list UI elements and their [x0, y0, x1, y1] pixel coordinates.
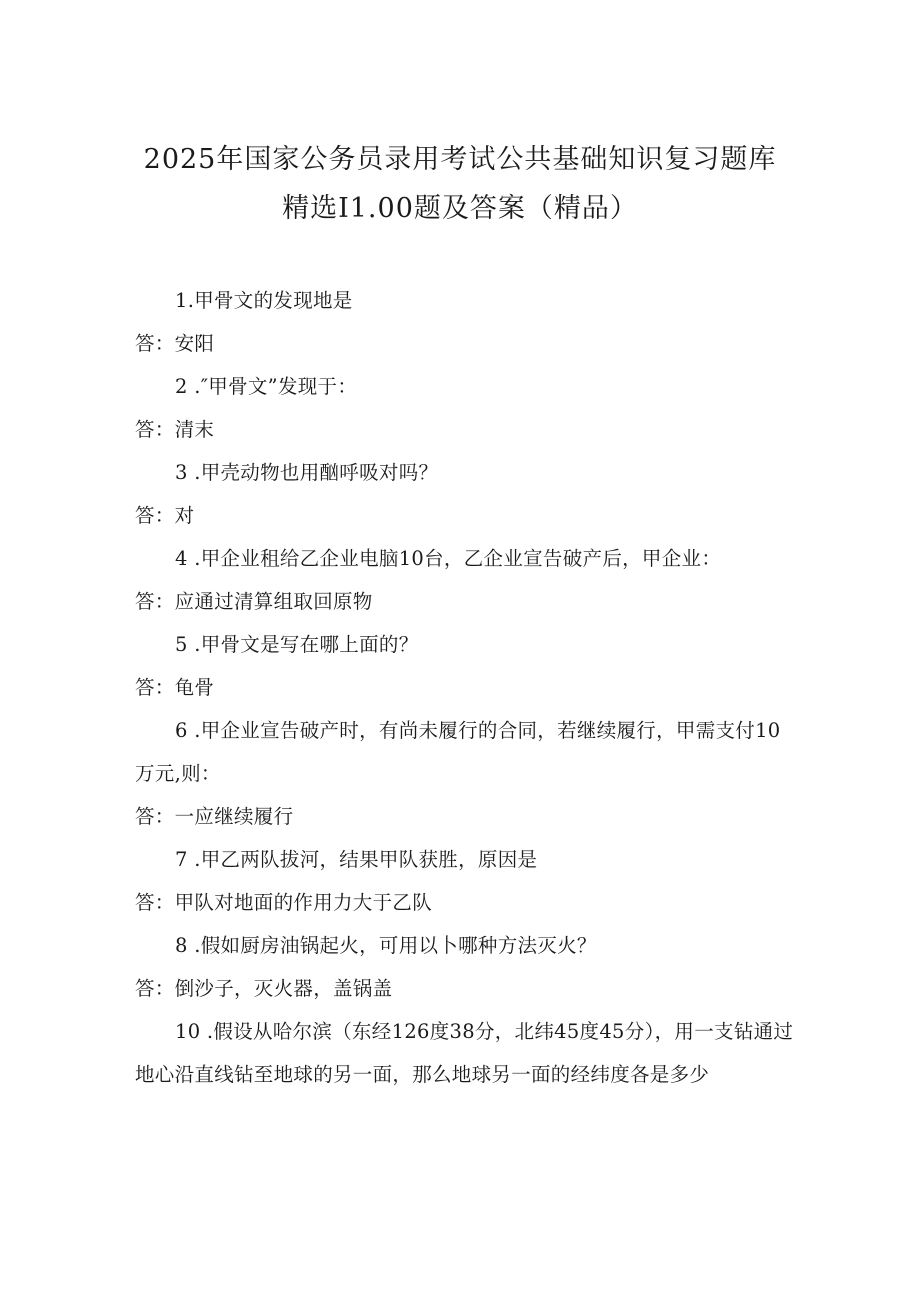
- question-6: [135, 709, 795, 795]
- answer-text: 答：安阳: [135, 332, 215, 355]
- answer-text: 答：龟骨: [135, 676, 215, 699]
- question-2: [135, 365, 795, 408]
- question-text: 6 .甲企业宣告破产时，有尚未履行的合同，若继续履行，甲需支付10万元,则：: [135, 719, 781, 785]
- question-text: 4 .甲企业租给乙企业电脑10台，乙企业宣告破产后，甲企业：: [175, 547, 722, 570]
- answer-5: [135, 666, 795, 709]
- answer-text: 答：甲队对地面的作用力大于乙队: [135, 891, 433, 914]
- question-text: 2 .″甲骨文”发现于：: [175, 375, 358, 398]
- answer-6: [135, 795, 795, 838]
- answer-text: 答：倒沙子，灭火器，盖锅盖: [135, 977, 393, 1000]
- question-text: 5 .甲骨文是写在哪上面的？: [175, 633, 419, 656]
- question-5: [135, 623, 795, 666]
- question-3: [135, 451, 795, 494]
- answer-text: 答：一应继续履行: [135, 805, 294, 828]
- question-text: 1.甲骨文的发现地是: [175, 289, 353, 312]
- answer-2: [135, 408, 795, 451]
- question-text: 10 .假设从哈尔滨（东经126度38分，北纬45度45分），用一支钻通过地心沿直线钻至地球的另一面，那么地球另一面的经纬度各是多少: [135, 1020, 794, 1086]
- answer-7: [135, 881, 795, 924]
- question-1: [135, 279, 795, 322]
- question-4: [135, 537, 795, 580]
- question-text: 8 .假如厨房油锅起火，可用以卜哪种方法灭火？: [175, 934, 597, 957]
- question-7: [135, 838, 795, 881]
- answer-4: [135, 580, 795, 623]
- answer-text: 答：对: [135, 504, 195, 527]
- answer-1: [135, 322, 795, 365]
- answer-8: [135, 967, 795, 1010]
- document-title-line1: 2025年国家公务员录用考试公共基础知识复习题库: [143, 144, 777, 175]
- document-title-line2: 精选I1.00题及答案（精品）: [282, 193, 638, 224]
- answer-3: [135, 494, 795, 537]
- question-text: 3 .甲壳动物也用酗呼吸对吗？: [175, 461, 439, 484]
- question-10: [135, 1010, 795, 1096]
- answer-text: 答：清末: [135, 418, 215, 441]
- question-8: [135, 924, 795, 967]
- question-text: 7 .甲乙两队拔河，结果甲队获胜，原因是: [175, 848, 538, 871]
- answer-text: 答：应通过清算组取回原物: [135, 590, 373, 613]
